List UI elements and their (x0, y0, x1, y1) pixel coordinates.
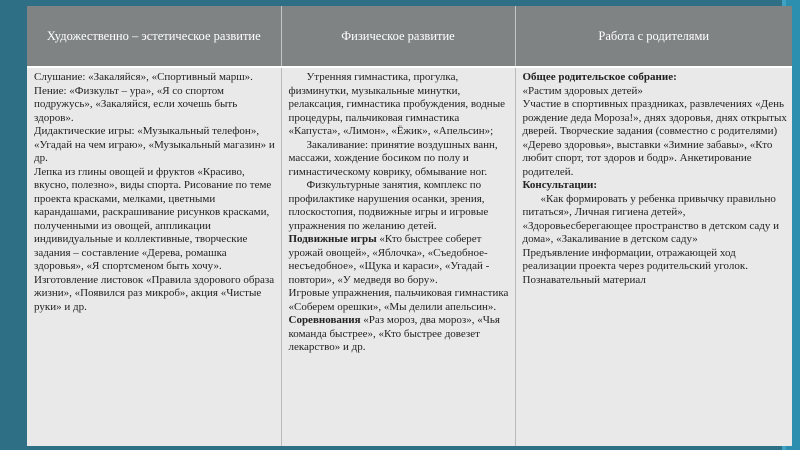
outdoor-games-list: «Кто быстрее соберет урожай овощей», «Яблочка», «Съедобное-несъедобное», «Щука и караси», «Угадай - повтори», «У медведя во бору». (288, 233, 490, 286)
parents-info-corner: Предъявление информации, отражающей ход реализации проекта через родительский уголок. (522, 246, 748, 272)
art-didactic-games: Дидактические игры: «Музыкальный телефон», «Угадай на чем играю», «Музыкальный магазин» и др. (34, 125, 275, 164)
parents-meeting-topic: «Растим здоровых детей» (522, 84, 643, 97)
cell-art-aesthetic (27, 67, 281, 446)
table-header-row (27, 6, 792, 67)
competitions-label: Соревнования (288, 314, 361, 326)
phys-classes: Физкультурные занятия, комплекс по профилактике нарушения осанки, зрения, плоскостопия, подвижные игры и игровые упражнения по желанию детей. (288, 179, 489, 232)
table-row (27, 67, 792, 446)
art-leaflets: Изготовление листовок «Правила здорового образа жизни», «Появился раз микроб», акция «Чистые руки» и др. (34, 273, 275, 313)
art-listening-singing: Слушание: «Закаляйся», «Спортивный марш». Пение: «Физкульт – ура», «Я со спортом подружусь», «Закаляйся, если хочешь быть здоров». (34, 71, 253, 124)
art-modeling-drawing: Лепка из глины овощей и фруктов «Красиво, вкусно, полезно», виды спорта. Рисование по теме проекта красками, мелками, цветными карандашами, раскрашивание рисунков красками, полученными из овощей, аппликации индивидуальные и коллективные, творческие задания – составление «Дерева, ромашка здоровья», «Я спортсменом быть хочу». (34, 165, 272, 272)
project-activities-table (27, 6, 792, 446)
phys-hardening: Закаливание: принятие воздушных ванн, массажи, хождение босиком по полу и гимнастическому коврику, обмывание ног. (288, 138, 498, 178)
header-art-aesthetic: Художественно – эстетическое развитие (27, 6, 281, 67)
phys-competitions (289, 314, 510, 355)
header-physical: Физическое развитие (281, 6, 515, 67)
phys-outdoor-games (289, 233, 510, 287)
parents-educational-material: Познавательный материал (522, 273, 646, 286)
competitions-list: «Раз мороз, два мороз», «Чья команда быстрее», «Кто быстрее довезет лекарство» и др. (288, 314, 500, 353)
cell-physical (281, 67, 515, 446)
phys-exercises: Игровые упражнения, пальчиковая гимнастика «Соберем орешки», «Мы делили апельсин». (288, 287, 509, 313)
outdoor-games-label: Подвижные игры (288, 233, 377, 245)
parents-meeting-title: Общее родительское собрание: (522, 71, 677, 83)
cell-parents (515, 67, 792, 446)
header-parents: Работа с родителями (515, 6, 792, 67)
phys-gymnastics: Утренняя гимнастика, прогулка, физминутки, музыкальные минутки, релаксация, гимнастика пробуждения, водные процедуры, пальчиковая гимнастика «Капуста», «Лимон», «Ёжик», «Апельсин»; (288, 71, 505, 137)
consultations-title: Консультации: (522, 179, 598, 191)
consultations-list: «Как формировать у ребенка привычку правильно питаться», Личная гигиена детей», «Здоровьесберегающее пространство в детском саду и дома», «Закаливание в детском саду» (522, 192, 780, 245)
parents-participation: Участие в спортивных праздниках, развлечениях «День рождение деда Мороза!», днях здоровья, днях открытых дверей. Творческие задания (совместно с родителями) «Дерево здоровья», выставки «Зимние забавы», «Кто любит спорт, тот здоров и бодр». Анкетирование родителей. (522, 98, 787, 178)
